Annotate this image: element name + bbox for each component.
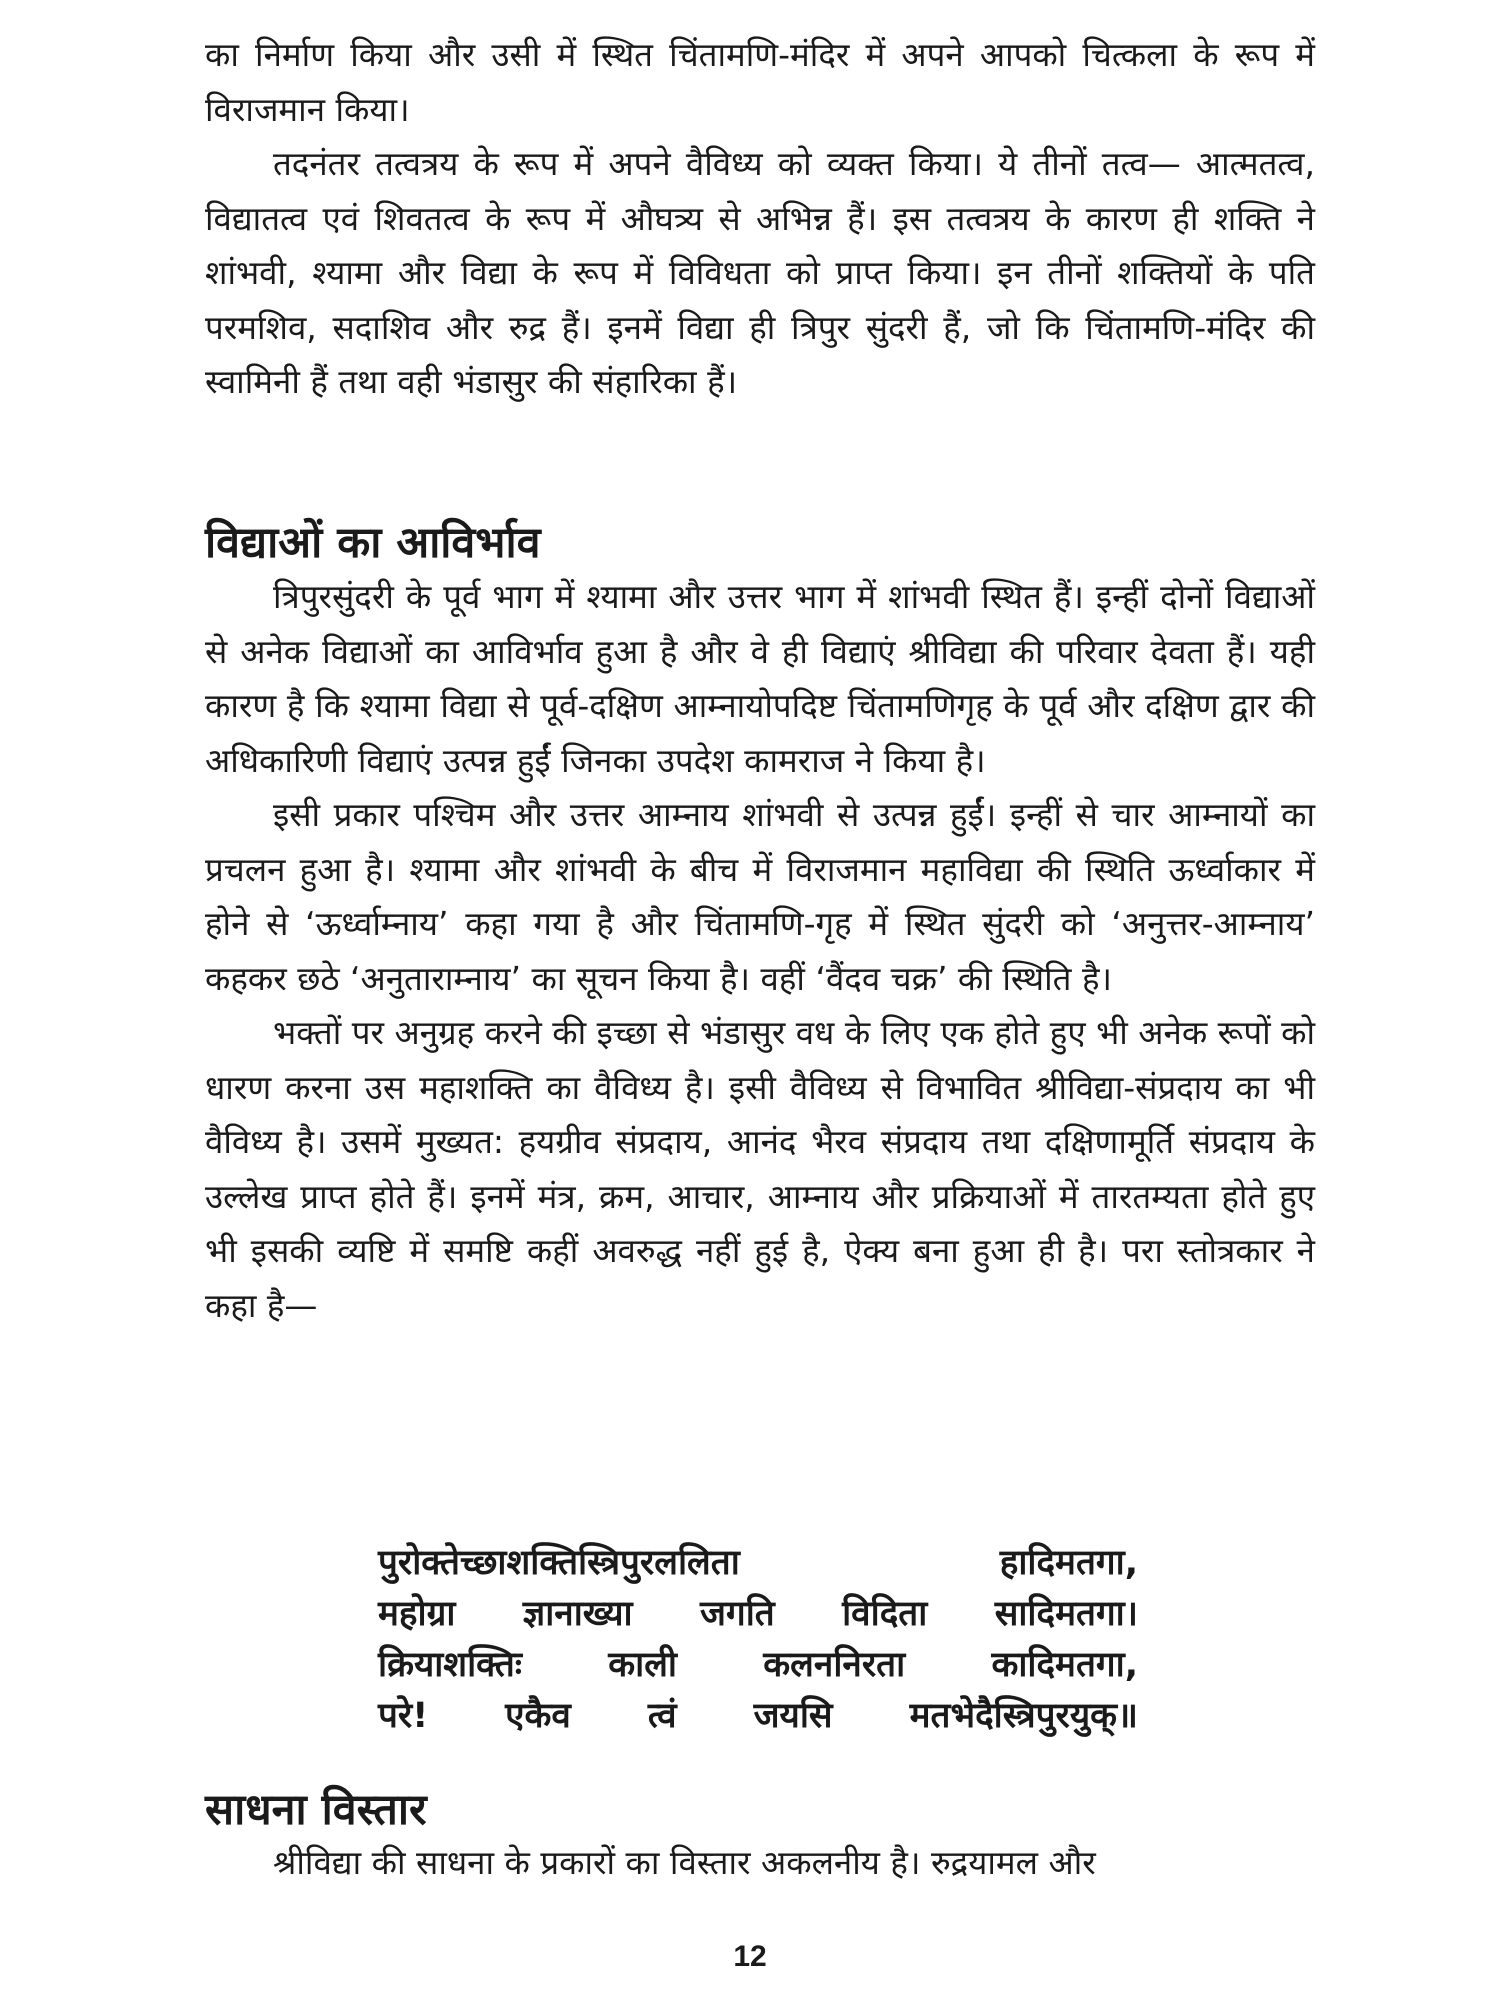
- intro-section: [205, 28, 1315, 410]
- paragraph: श्रीविद्या की साधना के प्रकारों का विस्तार अकलनीय है। रुद्रयामल और: [273, 1843, 1096, 1882]
- paragraph: का निर्माण किया और उसी में स्थित चिंतामणि-मंदिर में अपने आपको चित्कला के रूप में विराजमान किया।: [205, 35, 1315, 129]
- paragraph: त्रिपुरसुंदरी के पूर्व भाग में श्यामा और उत्तर भाग में शांभवी स्थित हैं। इन्हीं दोनों विद्याओं से अनेक विद्याओं का आविर्भाव हुआ है और वे ही विद्याएं श्रीविद्या की परिवार देवता हैं। यही कारण है कि श्यामा विद्या से पूर्व-दक्षिण आम्नायोपदिष्ट चिंतामणिगृह के पूर्व और दक्षिण द्वार की अधिकारिणी विद्याएं उत्पन्न हुईं जिनका उपदेश कामराज ने किया है।: [205, 577, 1315, 780]
- verse-line: परे! एकैव त्वं जयसि मतभेदैस्त्रिपुरयुक्॥: [378, 1696, 1138, 1736]
- section-heading-vidyaon-ka-avirbhav: विद्याओं का आविर्भाव: [205, 518, 541, 568]
- sadhana-section-body: [205, 1836, 1315, 1891]
- vidyaon-section-body: [205, 570, 1315, 1333]
- verse-line: पुरोक्तेच्छाशक्तिस्त्रिपुरललिता हादिमतगा,: [378, 1543, 1138, 1583]
- page-number: 12: [733, 1940, 767, 1973]
- verse-line: महोग्रा ज्ञानाख्या जगति विदिता सादिमतगा।: [378, 1594, 1138, 1634]
- paragraph: इसी प्रकार पश्चिम और उत्तर आम्नाय शांभवी से उत्पन्न हुईं। इन्हीं से चार आम्नायों का प्रचलन हुआ है। श्यामा और शांभवी के बीच में विराजमान महाविद्या की स्थिति ऊर्ध्वाकार में होने से ‘ऊर्ध्वाम्नाय’ कहा गया है और चिंतामणि-गृह में स्थित सुंदरी को ‘अनुत्तर-आम्नाय’ कहकर छठे ‘अनुताराम्नाय’ का सूचन किया है। वहीं ‘वैंदव चक्र’ की स्थिति है।: [205, 795, 1315, 998]
- sanskrit-verse: [378, 1538, 1138, 1742]
- section-heading-sadhana-vistar: साधना विस्तार: [205, 1785, 427, 1835]
- paragraph: तदनंतर तत्वत्रय के रूप में अपने वैविध्य को व्यक्त किया। ये तीनों तत्व— आत्मतत्व, विद्यातत्व एवं शिवतत्व के रूप में औघत्र्य से अभिन्न हैं। इस तत्वत्रय के कारण ही शक्ति ने शांभवी, श्यामा और विद्या के रूप में विविधता को प्राप्त किया। इन तीनों शक्तियों के पति परमशिव, सदाशिव और रुद्र हैं। इनमें विद्या ही त्रिपुर सुंदरी हैं, जो कि चिंतामणि-मंदिर की स्वामिनी हैं तथा वही भंडासुर की संहारिका हैं।: [205, 144, 1315, 401]
- verse-line: क्रियाशक्तिः काली कलननिरता कादिमतगा,: [378, 1645, 1138, 1685]
- paragraph: भक्तों पर अनुग्रह करने की इच्छा से भंडासुर वध के लिए एक होते हुए भी अनेक रूपों को धारण करना उस महाशक्ति का वैविध्य है। इसी वैविध्य से विभावित श्रीविद्या-संप्रदाय का भी वैविध्य है। उसमें मुख्यत: हयग्रीव संप्रदाय, आनंद भैरव संप्रदाय तथा दक्षिणामूर्ति संप्रदाय के उल्लेख प्राप्त होते हैं। इनमें मंत्र, क्रम, आचार, आम्नाय और प्रक्रियाओं में तारतम्यता होते हुए भी इसकी व्यष्टि में समष्टि कहीं अवरुद्ध नहीं हुई है, ऐक्य बना हुआ ही है। परा स्तोत्रकार ने कहा है—: [205, 1013, 1315, 1325]
